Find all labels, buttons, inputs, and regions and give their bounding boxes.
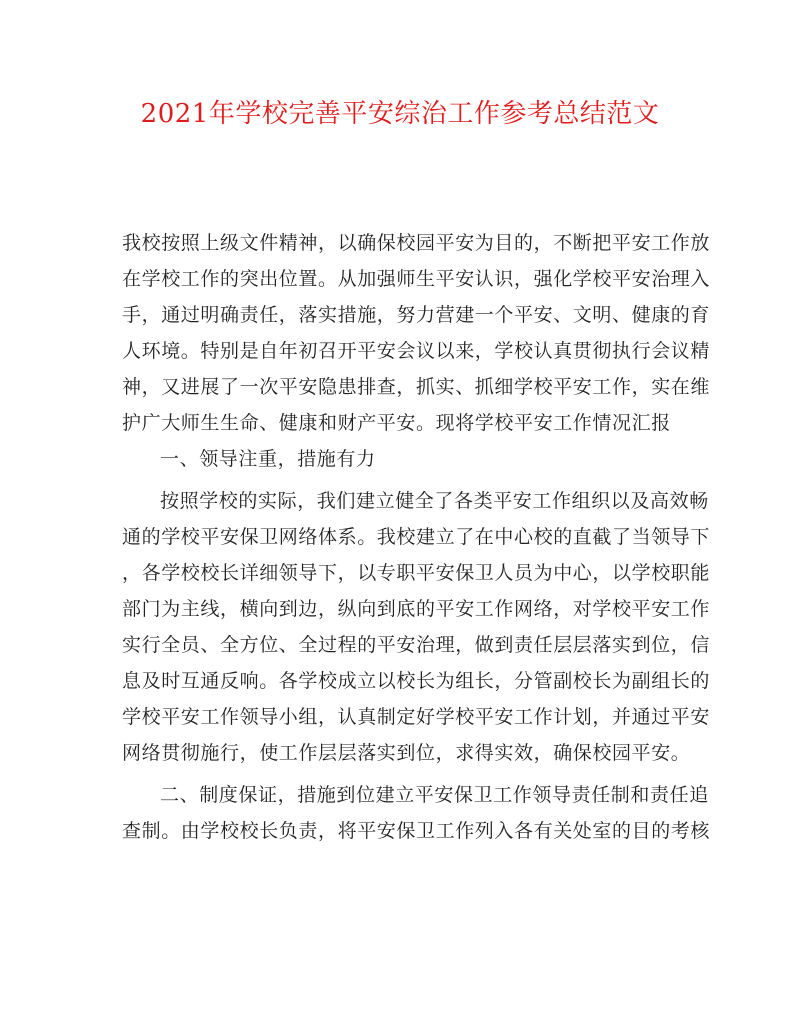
text-line: 手，通过明确责任，落实措施，努力营建一个平安、文明、健康的育 xyxy=(122,304,711,326)
document-title: 2021年学校完善平安综治工作参考总结范文 xyxy=(140,99,660,129)
text-line: 护广大师生生命、健康和财产平安。现将学校平安工作情况汇报 xyxy=(122,412,671,434)
text-line: 网络贯彻施行，使工作层层落实到位，求得实效，确保校园平安。 xyxy=(122,742,691,764)
text-line: 学校平安工作领导小组，认真制定好学校平安工作计划，并通过平安 xyxy=(122,706,711,728)
text-line: 实行全员、全方位、全过程的平安治理，做到责任层层落实到位，信 xyxy=(122,634,711,656)
text-line: 部门为主线，横向到边，纵向到底的平安工作网络，对学校平安工作 xyxy=(122,598,711,620)
text-line: 我校按照上级文件精神，以确保校园平安为目的，不断把平安工作放 xyxy=(122,232,711,254)
text-line: 查制。由学校校长负责，将平安保卫工作列入各有关处室的目的考核 xyxy=(122,820,711,842)
text-line: ，各学校校长详细领导下，以专职平安保卫人员为中心，以学校职能 xyxy=(122,562,711,584)
text-line: 通的学校平安保卫网络体系。我校建立了在中心校的直截了当领导下 xyxy=(122,526,711,548)
section-heading: 二、制度保证，措施到位建立平安保卫工作领导责任制和责任追 xyxy=(160,784,709,806)
text-line: 在学校工作的突出位置。从加强师生平安认识，强化学校平安治理入 xyxy=(122,268,711,290)
text-line: 按照学校的实际，我们建立健全了各类平安工作组织以及高效畅 xyxy=(160,490,709,512)
text-line: 神，又进展了一次平安隐患排查，抓实、抓细学校平安工作，实在维 xyxy=(122,376,711,398)
text-line: 人环境。特别是自年初召开平安会议以来，学校认真贯彻执行会议精 xyxy=(122,340,711,362)
section-heading: 一、领导注重，措施有力 xyxy=(160,448,376,470)
text-line: 息及时互通反响。各学校成立以校长为组长，分管副校长为副组长的 xyxy=(122,670,711,692)
document-body xyxy=(122,225,711,849)
